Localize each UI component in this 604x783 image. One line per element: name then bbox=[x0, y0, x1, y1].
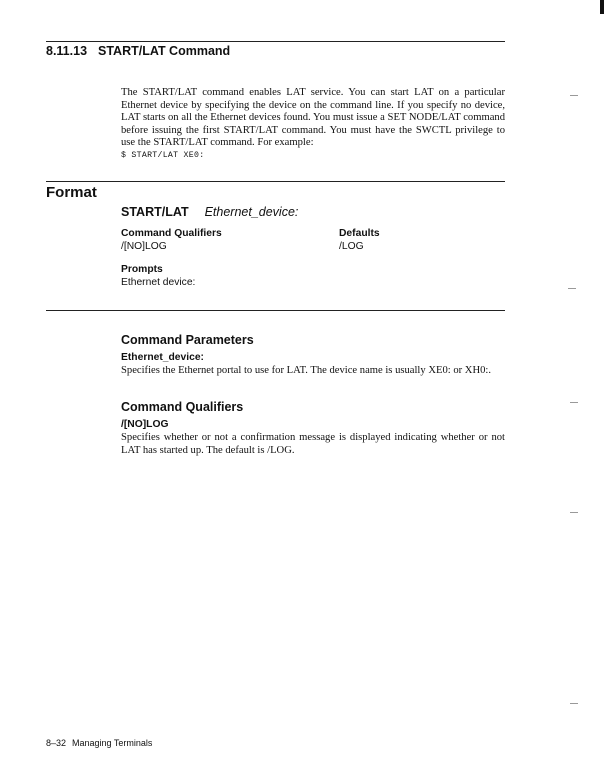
page-footer bbox=[46, 738, 152, 748]
margin-tick bbox=[570, 402, 578, 403]
top-rule bbox=[46, 41, 505, 42]
prompt-value: Ethernet device: bbox=[121, 277, 196, 288]
margin-tick bbox=[570, 703, 578, 704]
intro-paragraph: The START/LAT command enables LAT service. You can start LAT on a particular Ethernet device by specifying the device on the command line. If you specify no device, LAT starts on all the Ethernet devices found. You must issue a SET NODE/LAT command before issuing the first START/LAT command. You must have the SWCTL privilege to use the START/LAT command. For example: bbox=[121, 87, 505, 149]
qualifiers-column-header: Command Qualifiers bbox=[121, 228, 222, 239]
format-rule bbox=[46, 181, 505, 182]
parameters-heading: Command Parameters bbox=[121, 333, 254, 347]
margin-tick bbox=[570, 95, 578, 96]
example-command: $ START/LAT XE0: bbox=[121, 151, 205, 160]
margin-tick bbox=[568, 288, 576, 289]
format-syntax bbox=[121, 205, 298, 219]
qualifier-description: Specifies whether or not a confirmation message is displayed indicating whether or not LAT has started up. The default is /LOG. bbox=[121, 432, 505, 456]
section-title: START/LAT Command bbox=[98, 44, 231, 58]
prompts-header: Prompts bbox=[121, 264, 163, 275]
format-parameter: Ethernet_device: bbox=[204, 205, 299, 219]
qualifier-value: /[NO]LOG bbox=[121, 241, 167, 252]
parameter-description: Specifies the Ethernet portal to use for LAT. The device name is usually XE0: or XH0:. bbox=[121, 365, 491, 376]
format-heading: Format bbox=[46, 184, 97, 201]
parameter-name: Ethernet_device: bbox=[121, 352, 204, 363]
footer-title: Managing Terminals bbox=[72, 738, 153, 748]
parameters-rule bbox=[46, 310, 505, 311]
section-heading bbox=[46, 44, 230, 58]
scan-corner-mark bbox=[600, 0, 604, 14]
format-command: START/LAT bbox=[121, 205, 189, 219]
qualifier-name: /[NO]LOG bbox=[121, 419, 169, 430]
defaults-column-header: Defaults bbox=[339, 228, 380, 239]
qualifiers-heading: Command Qualifiers bbox=[121, 400, 244, 414]
margin-tick bbox=[570, 512, 578, 513]
section-number: 8.11.13 bbox=[46, 44, 88, 58]
footer-page-number: 8–32 bbox=[46, 738, 67, 748]
default-value: /LOG bbox=[339, 241, 364, 252]
